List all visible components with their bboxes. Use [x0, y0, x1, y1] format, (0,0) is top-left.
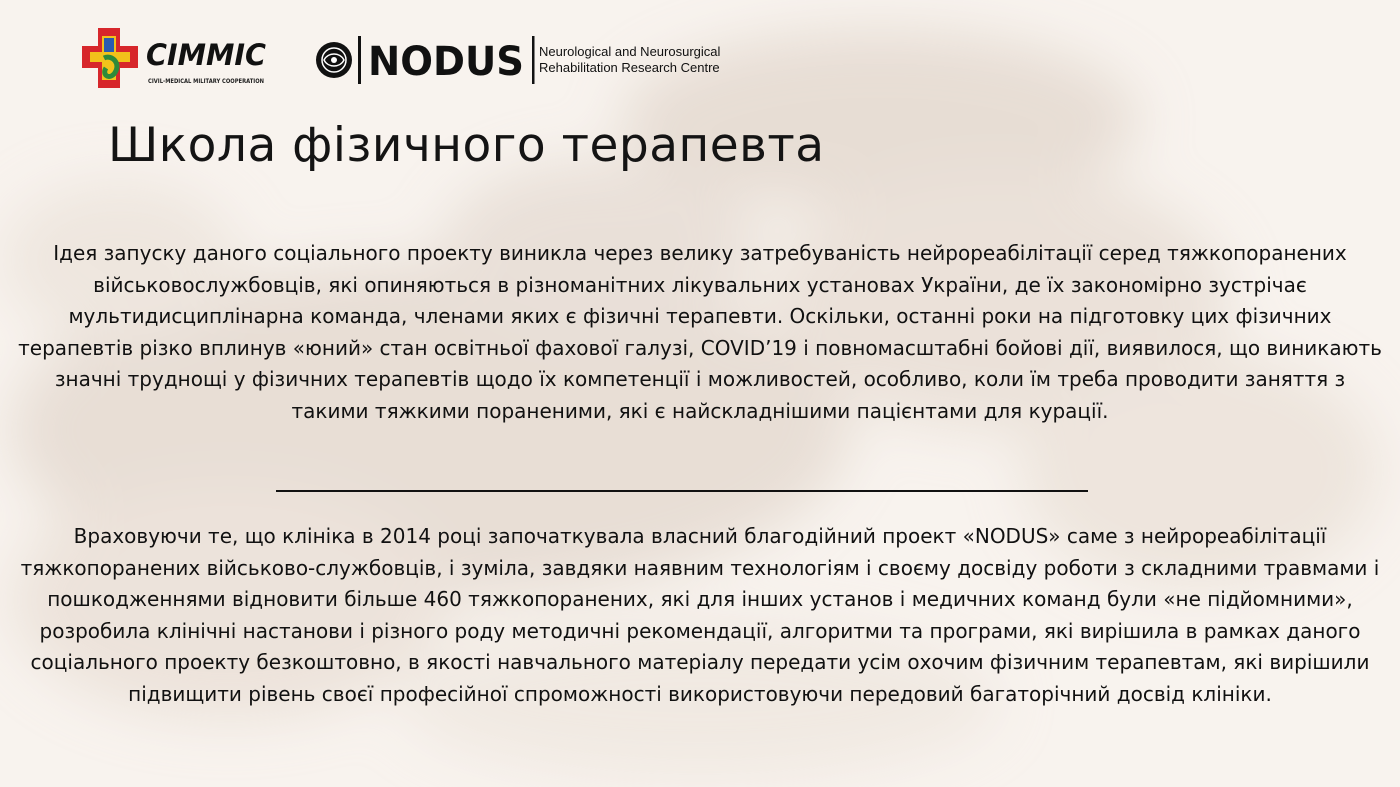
cimmic-subtitle: CIVIL-MEDICAL MILITARY COOPERATION [148, 78, 264, 85]
nodus-subtitle-line-1: Neurological and Neurosurgical [539, 44, 721, 59]
cimmic-wordmark: CIMMIC [146, 38, 266, 72]
cimmic-emblem-icon [82, 28, 138, 88]
nodus-subtitle-line-2: Rehabilitation Research Centre [539, 60, 720, 75]
nodus-subtitle [539, 44, 754, 76]
divider-line [276, 490, 1088, 492]
cimmic-logo [78, 18, 278, 98]
nodus-wordmark: NODUS [368, 39, 524, 85]
paragraph-1: Ідея запуску даного соціального проекту виникла через велику затребуваність нейрореабілітації серед тяжкопоранених військовослужбовців, які опиняються в різноманітних лікувальних установах України, де їх закономірно зустрічає мультидисциплінарна команда, членами яких є фізичні терапевти. Оскільки, останні роки на підготовку цих фізичних терапевтів різко вплинув «юний» стан освітньої фахової галузі, COVID’19 і повномасштабні бойові дії, виявилося, що виникають значні труднощі у фізичних терапевтів щодо їх компетенції і можливостей, особливо, коли їм треба проводити заняття з такими тяжкими пораненими, які є найскладнішими пацієнтами для курації. [18, 241, 1382, 423]
nodus-emblem-icon [316, 42, 352, 78]
paragraph-2: Враховуючи те, що клініка в 2014 році започаткувала власний благодійний проект «NODUS» саме з нейрореабілітації тяжкопоранених військово-службовців, і зуміла, завдяки наявним технологіям і своєму досвіду роботи з складними травмами і пошкодженнями відновити більше 460 тяжкопоранених, які для інших установ і медичних команд були «не підйомними», розробила клінічні настанови і різного роду методичні рекомендації, алгоритми та програми, які вирішила в рамках даного соціального проекту безкоштовно, в якості навчального матеріалу передати усім охочим фізичним терапевтам, які вирішили підвищити рівень своєї професійної спроможності використовуючи передовий багаторічний досвід клініки. [20, 524, 1380, 706]
slide-title: Школа фізичного терапевта [108, 118, 825, 173]
